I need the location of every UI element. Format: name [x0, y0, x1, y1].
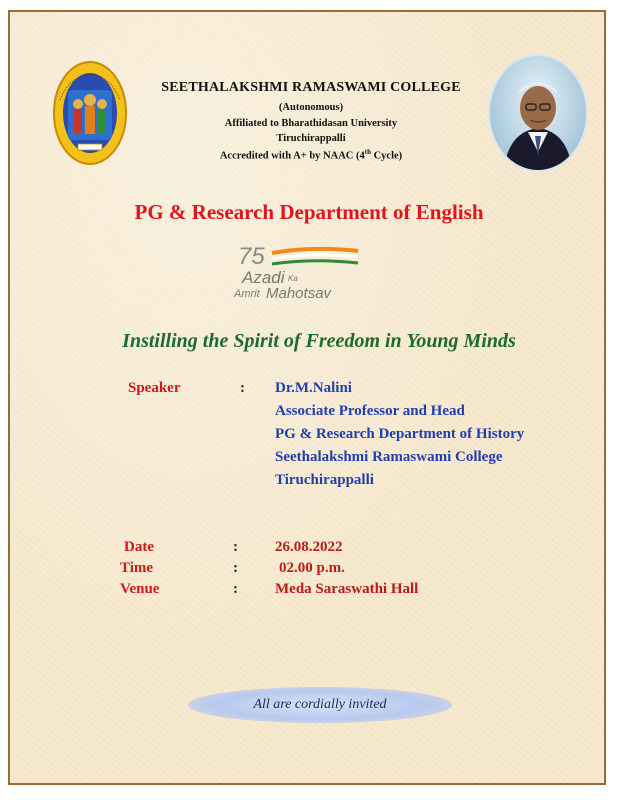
logo-ka: Ka: [288, 274, 298, 283]
college-city: Tiruchirappalli: [276, 133, 346, 144]
accreditation: [140, 148, 482, 162]
founder-portrait: [490, 56, 586, 170]
speaker-city: Tiruchirappalli: [275, 472, 374, 488]
accreditation-prefix: Accredited with A+ by NAAC (4: [219, 150, 365, 162]
time-colon: :: [233, 560, 238, 576]
speaker-name: Dr.M.Nalini: [275, 380, 352, 396]
venue-colon: :: [233, 581, 238, 597]
date-colon: :: [233, 539, 238, 555]
accreditation-suffix: Cycle): [370, 150, 403, 162]
speaker-colon: :: [240, 380, 245, 396]
autonomous-status: (Autonomous): [278, 102, 344, 113]
speaker-label: Speaker: [128, 380, 181, 396]
logo-azadi: Azadi: [242, 268, 285, 287]
logo-mahotsav: Mahotsav: [266, 285, 332, 302]
invitation-text: All are cordially invited: [253, 697, 387, 712]
azadi-ka-amrit-mahotsav-logo: [232, 242, 402, 302]
venue-value: Meda Saraswathi Hall: [275, 581, 419, 597]
affiliation: Affiliated to Bharathidasan University: [224, 118, 398, 129]
logo-amrit: Amrit: [234, 288, 260, 300]
venue-label: Venue: [120, 581, 160, 597]
department-title: PG & Research Department of English: [134, 200, 484, 224]
logo-number: 75: [238, 243, 265, 270]
event-theme: Instilling the Spirit of Freedom in Young Minds: [122, 330, 516, 352]
invitation-poster: [8, 10, 606, 785]
time-label: Time: [120, 560, 154, 576]
speaker-department: PG & Research Department of History: [275, 426, 525, 442]
speaker-designation: Associate Professor and Head: [275, 403, 465, 419]
college-logo: [52, 60, 128, 166]
time-value: 02.00 p.m.: [279, 560, 345, 576]
speaker-college: Seethalakshmi Ramaswami College: [275, 449, 503, 465]
date-label: Date: [124, 539, 154, 555]
accreditation-sup: th: [364, 148, 371, 156]
college-name: SEETHALAKSHMI RAMASWAMI COLLEGE: [161, 80, 461, 95]
invitation-badge: [188, 687, 452, 723]
date-value: 26.08.2022: [275, 539, 343, 555]
